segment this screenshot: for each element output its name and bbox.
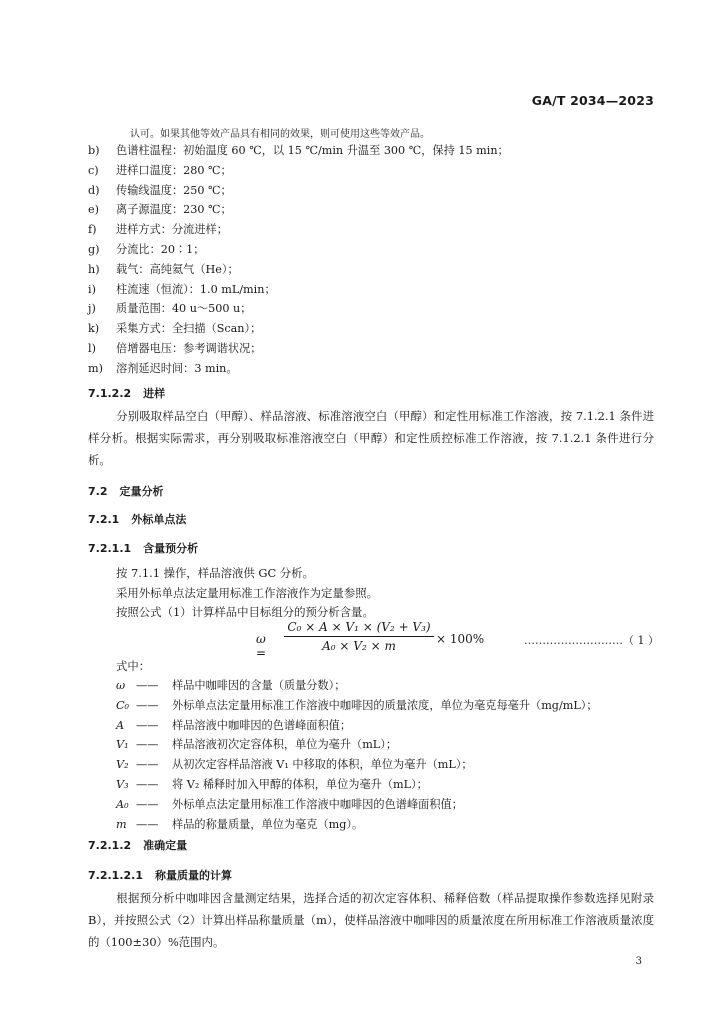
variable-row xyxy=(116,716,656,736)
list-item-text: 柱流速（恒流）：1.0 mL/min； xyxy=(116,282,276,296)
variable-dash: —— xyxy=(136,817,159,831)
list-item xyxy=(88,260,668,280)
list-item xyxy=(88,220,668,240)
list-item-text: 载气：高纯氦气（He）； xyxy=(116,262,239,276)
variable-dash: —— xyxy=(136,698,159,712)
variable-dash: —— xyxy=(136,738,159,752)
variable-symbol: A xyxy=(116,718,125,732)
paragraph-text: 根据预分析中咖啡因含量测定结果，选择合适的初次定容体积、稀释倍数（样品提取操作参数选择见附录 B），并按照公式（2）计算出样品称量质量（m），使样品溶液中咖啡因的质量浓度在所用标准工作溶液质量浓度的（100±30）%范围内。 xyxy=(88,891,654,949)
list-item-tag: f) xyxy=(88,223,97,237)
text-line: 采用外标单点法定量用标准工作溶液作为定量参照。 xyxy=(116,585,378,600)
formula-denominator: A₀ × V₂ × m xyxy=(322,639,396,653)
list-item xyxy=(88,240,668,260)
formula-multiplier: × 100% xyxy=(436,632,485,646)
paragraph-text: 分别吸取样品空白（甲醇）、样品溶液、标准溶液空白（甲醇）和定性用标准工作溶液，按 7.1.2.1 条件进样分析。根据实际需求，再分别吸取标准溶液空白（甲醇）和定性质控标准工作溶液，按 7.1.2.1 条件进行分析。 xyxy=(88,409,654,467)
variable-dash: —— xyxy=(136,679,159,692)
section-title: 定量分析 xyxy=(119,485,164,498)
list-item-tag: b) xyxy=(88,144,100,157)
variable-row xyxy=(116,815,656,835)
variable-description: 样品溶液中咖啡因的色谱峰面积值； xyxy=(172,718,352,732)
section-title: 进样 xyxy=(143,387,166,400)
preanalysis-lines xyxy=(116,564,378,623)
list-item-tag: j) xyxy=(88,302,96,316)
list-item xyxy=(88,339,668,359)
list-item xyxy=(88,200,668,220)
note-continuation: 认可。如果其他等效产品具有相同的效果，则可使用这些等效产品。 xyxy=(130,129,430,140)
formula-numerator: C₀ × A × V₁ × (V₂ + V₃) xyxy=(284,620,434,637)
variable-dash: —— xyxy=(136,797,159,811)
list-item xyxy=(88,299,668,319)
section-number: 7.2.1 xyxy=(88,513,120,526)
where-label: 式中： xyxy=(116,659,151,673)
section-title: 含量预分析 xyxy=(143,542,199,555)
list-item-text: 离子源温度：230 ℃； xyxy=(116,203,232,217)
list-item-text: 溶剂延迟时间：3 min。 xyxy=(116,361,238,375)
variable-symbol: A₀ xyxy=(116,797,129,811)
variable-symbol: C₀ xyxy=(116,698,130,712)
section-number: 7.2.1.2 xyxy=(88,839,132,852)
list-item-tag: e) xyxy=(88,203,99,217)
variable-symbol: ω xyxy=(116,679,126,692)
list-item-tag: k) xyxy=(88,322,100,336)
variable-symbol: V₃ xyxy=(116,777,129,791)
variable-symbol: m xyxy=(116,817,127,831)
variable-dash: —— xyxy=(136,718,159,732)
list-item-tag: m) xyxy=(88,361,103,375)
list-item-text: 倍增器电压：参考调谐状况； xyxy=(116,341,262,355)
variable-description: 将 V₂ 稀释时加入甲醇的体积，单位为毫升（mL）； xyxy=(172,777,428,791)
variable-row xyxy=(116,735,656,755)
section-number: 7.2.1.1 xyxy=(88,542,132,555)
list-item-tag: c) xyxy=(88,163,99,177)
list-item xyxy=(88,181,668,201)
equation-number: ………………………（ 1 ） xyxy=(524,634,659,647)
list-item xyxy=(88,359,668,379)
section-number: 7.2 xyxy=(88,485,108,498)
variable-description: 外标单点法定量用标准工作溶液中咖啡因的色谱峰面积值； xyxy=(172,797,463,811)
variable-description: 样品溶液初次定容体积，单位为毫升（mL）； xyxy=(172,738,398,752)
variable-definitions xyxy=(116,676,656,834)
formula-lhs: ω = xyxy=(256,632,267,660)
variable-symbol: V₂ xyxy=(116,758,129,772)
list-item-text: 进样方式：分流进样； xyxy=(116,223,228,237)
list-item-text: 进样口温度：280 ℃； xyxy=(116,163,232,177)
list-item xyxy=(88,280,668,300)
paragraph-mass-calculation xyxy=(88,887,654,953)
list-item-text: 采集方式：全扫描（Scan）； xyxy=(116,322,262,336)
variable-row xyxy=(116,696,656,716)
section-heading-7-1-2-2 xyxy=(88,385,165,401)
list-item-text: 质量范围：40 u～500 u； xyxy=(116,302,252,316)
list-item xyxy=(88,161,668,181)
variable-dash: —— xyxy=(136,777,159,791)
section-number: 7.1.2.2 xyxy=(88,387,132,400)
variable-description: 样品中咖啡因的含量（质量分数）； xyxy=(172,679,346,692)
text-line: 按 7.1.1 操作，样品溶液供 GC 分析。 xyxy=(116,566,314,580)
list-item-text: 传输线温度：250 ℃； xyxy=(116,183,232,197)
section-title: 准确定量 xyxy=(143,839,188,852)
section-heading-7-2-1-2-1 xyxy=(88,867,232,883)
section-title: 外标单点法 xyxy=(131,513,187,526)
variable-row xyxy=(116,755,656,775)
list-item xyxy=(88,319,668,339)
section-heading-7-2-1-2 xyxy=(88,837,187,853)
section-title: 称量质量的计算 xyxy=(154,869,232,882)
variable-row xyxy=(116,775,656,795)
variable-description: 样品的称量质量，单位为毫克（mg）。 xyxy=(172,817,364,831)
list-item xyxy=(88,141,668,161)
formula-fraction xyxy=(284,620,434,653)
page-number: 3 xyxy=(635,956,642,967)
section-heading-7-2 xyxy=(88,483,164,499)
section-heading-7-2-1 xyxy=(88,511,186,527)
variable-dash: —— xyxy=(136,758,159,772)
standard-code: GA/T 2034—2023 xyxy=(531,93,654,108)
list-item-text: 色谱柱温程：初始温度 60 ℃，以 15 ℃/min 升温至 300 ℃，保持 15 min； xyxy=(116,144,509,157)
list-item-tag: g) xyxy=(88,242,100,256)
list-item-tag: d) xyxy=(88,183,100,197)
variable-description: 外标单点法定量用标准工作溶液中咖啡因的质量浓度，单位为毫克每毫升（mg/mL）； xyxy=(172,698,598,712)
list-item-text: 分流比：20∶1； xyxy=(116,242,205,256)
list-item-tag: h) xyxy=(88,262,100,276)
list-item-tag: l) xyxy=(88,341,96,355)
list-item-tag: i) xyxy=(88,282,96,296)
variable-symbol: V₁ xyxy=(116,738,129,752)
section-heading-7-2-1-1 xyxy=(88,540,198,556)
section-number: 7.2.1.2.1 xyxy=(88,869,143,882)
paragraph-injection xyxy=(88,405,654,471)
variable-row xyxy=(116,676,656,696)
variable-row xyxy=(116,795,656,815)
text-line: 按照公式（1）计算样品中目标组分的预分析含量。 xyxy=(116,605,374,620)
instrument-conditions-list xyxy=(88,141,668,379)
variable-description: 从初次定容样品溶液 V₁ 中移取的体积，单位为毫升（mL）； xyxy=(172,758,473,772)
